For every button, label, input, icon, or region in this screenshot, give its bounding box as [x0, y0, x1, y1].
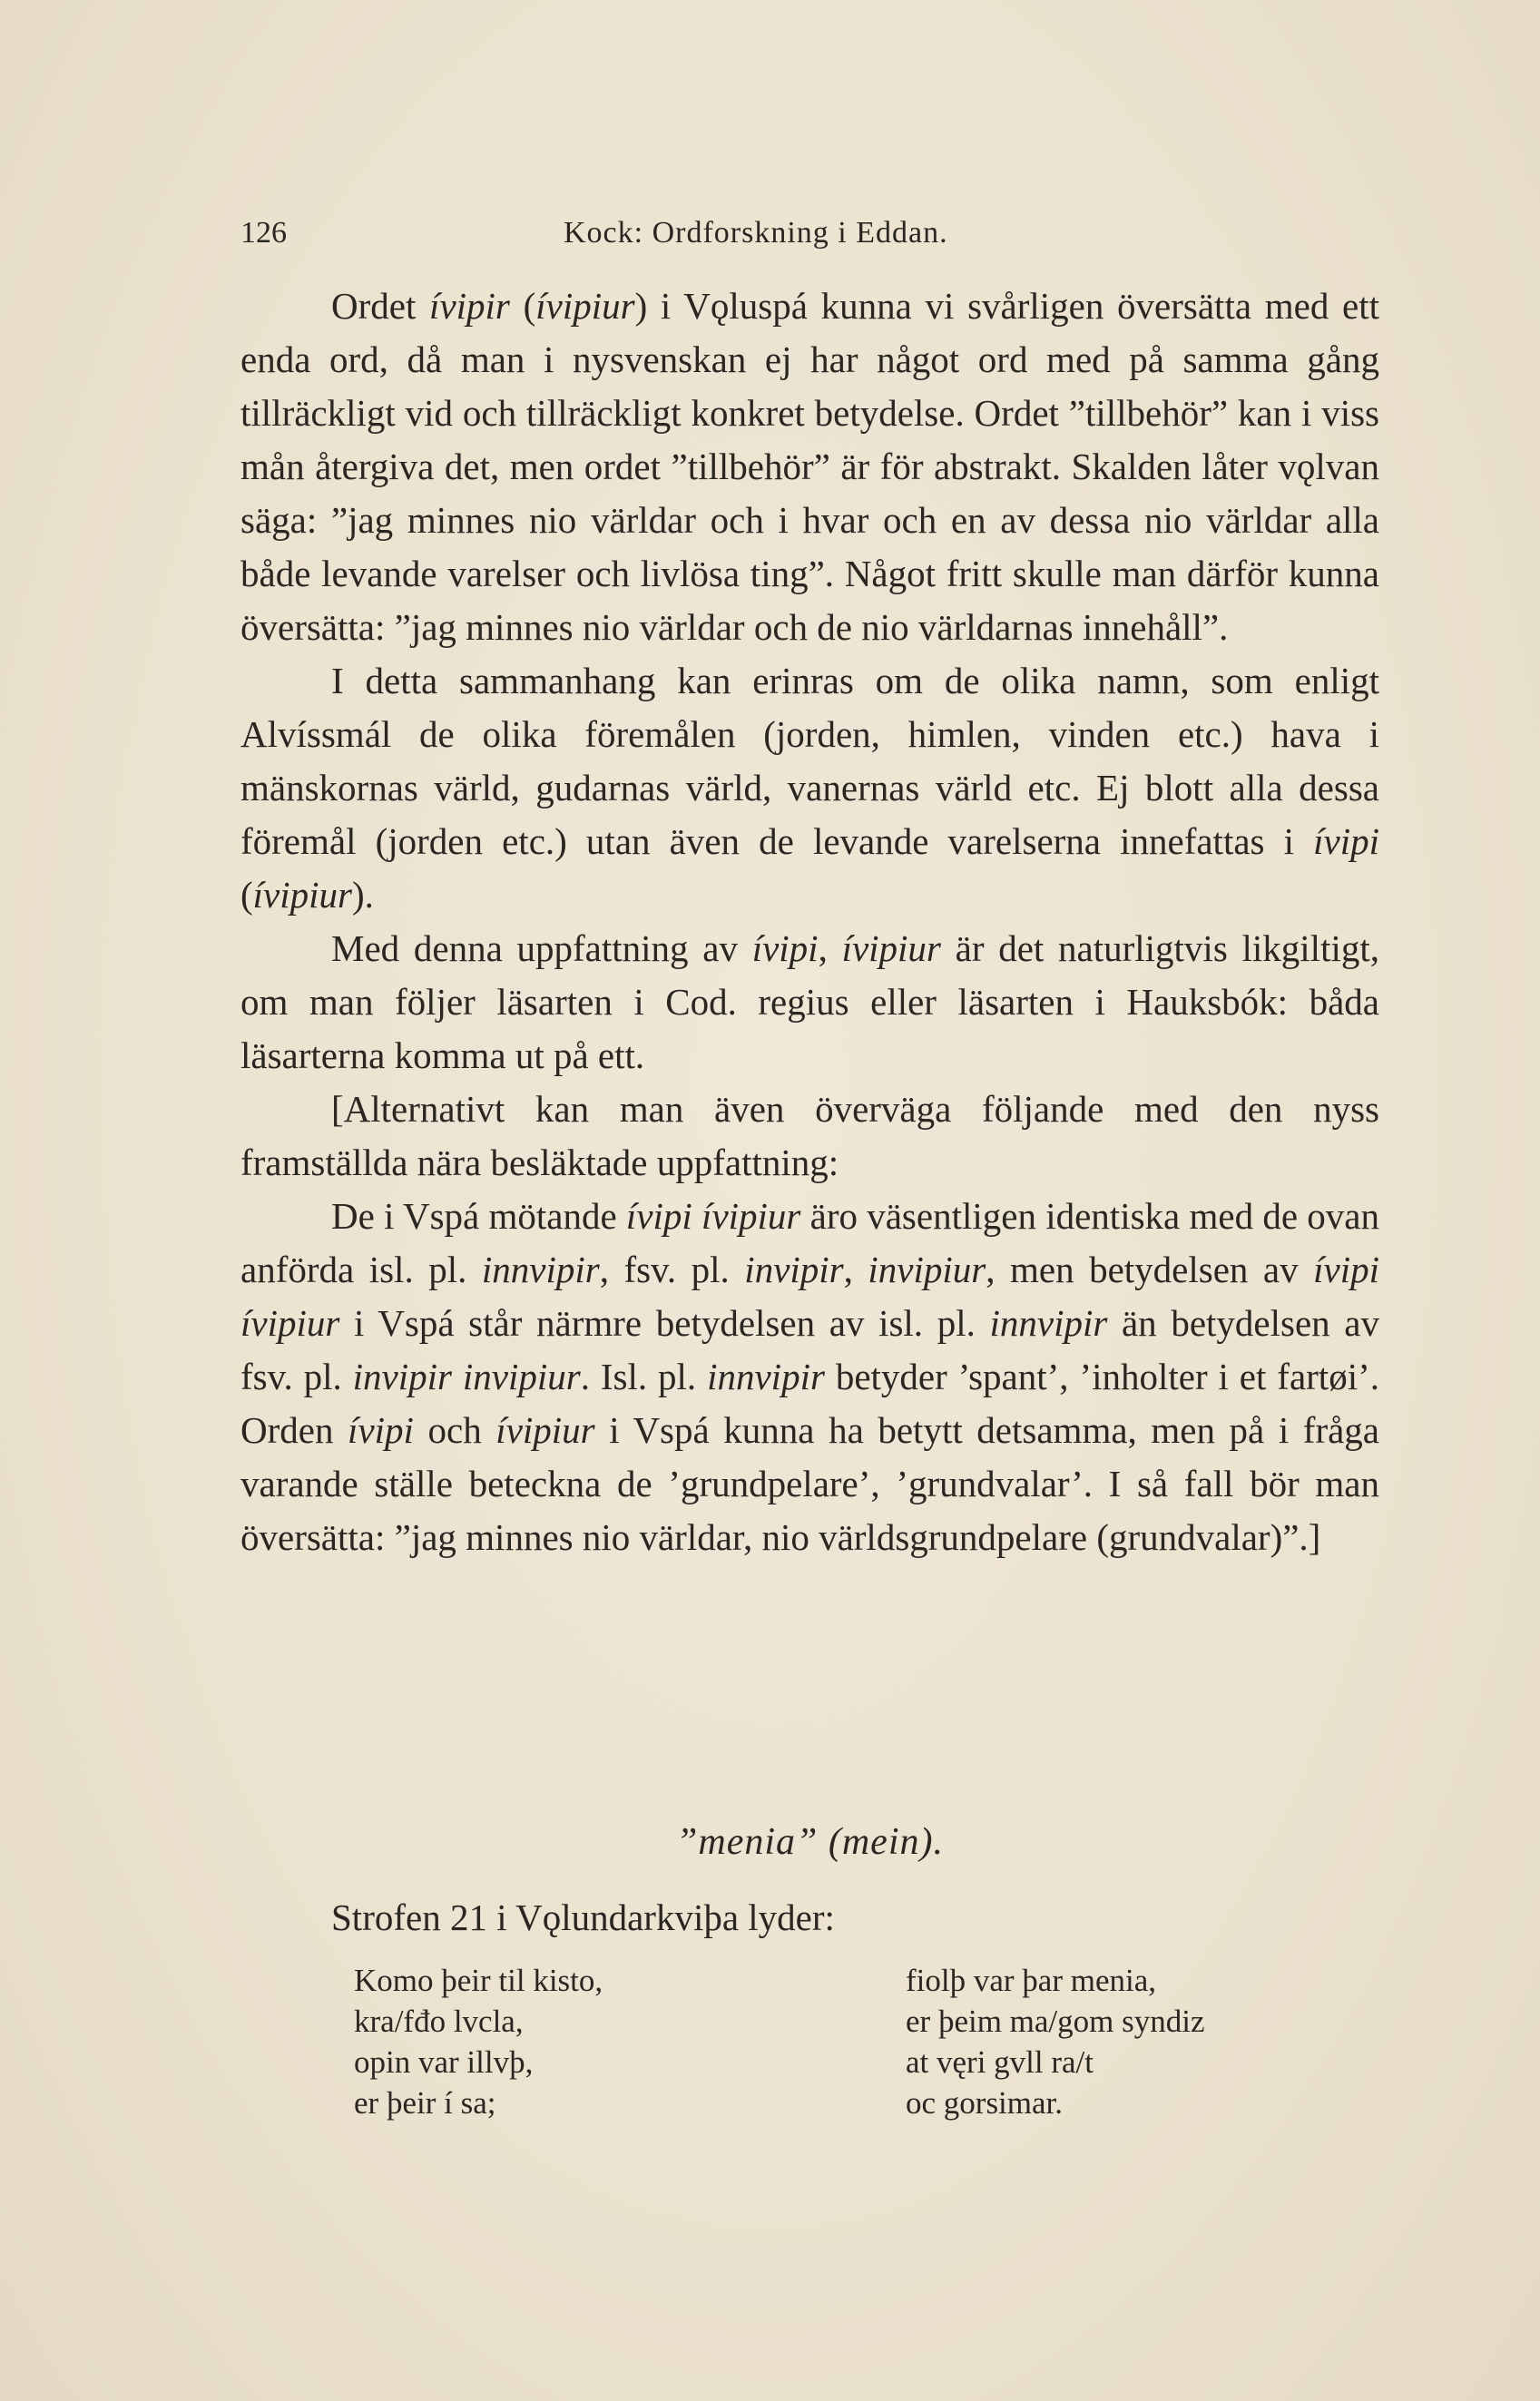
page-header: [240, 216, 1379, 261]
poem-line: fiolþ var þar menia,: [906, 1963, 1157, 1998]
italic-term: ívipi ívipiur: [240, 1249, 1379, 1344]
text-run: i Vspá kunna ha betytt detsamma, men på i fråga varande ställe beteckna de ’grundpelare’, ’grundvalar’. I så fall bör man översätta: ”jag minnes nio världar, nio världsgrundpelare (grundvalar)”.]: [240, 1409, 1379, 1558]
body-text: [240, 279, 1379, 1564]
italic-term: invipir invipiur: [352, 1356, 581, 1397]
italic-term: innvipir: [707, 1356, 825, 1397]
text-run: ,: [818, 927, 842, 969]
poem-line: at vęri gvll ra/t: [906, 2044, 1094, 2080]
page-number: 126: [240, 216, 287, 250]
text-run: och: [413, 1409, 496, 1451]
text-run: Med denna uppfattning av: [331, 927, 752, 969]
italic-term: ívipiur: [535, 285, 635, 327]
text-run: ,: [843, 1249, 868, 1290]
italic-term: ívipi ívipiur: [625, 1195, 801, 1237]
poem-left-column: [354, 1960, 603, 2123]
text-run: är det naturligtvis likgiltigt, om man följer läsarten i Cod. regius eller läsarten i Hauksbók: båda läsarterna komma ut på ett.: [240, 927, 1379, 1076]
italic-term: ívipiur: [841, 927, 941, 969]
paragraph: [240, 654, 1379, 922]
poem-line: er þeir í sa;: [354, 2085, 496, 2121]
text-run: , men betydelsen av: [986, 1249, 1314, 1290]
text-run: , fsv. pl.: [599, 1249, 745, 1290]
poem-line: Komo þeir til kisto,: [354, 1963, 603, 1998]
paragraph: [240, 279, 1379, 654]
italic-term: ívipi: [751, 927, 819, 969]
running-title: Kock: Ordforskning i Eddan.: [564, 216, 948, 250]
text-run: (: [509, 285, 536, 327]
text-run: . Isl. pl.: [580, 1356, 708, 1397]
text-run: Ordet: [331, 285, 430, 327]
poem-right-column: [906, 1960, 1205, 2123]
section-heading: ”menia” (mein).: [676, 1821, 944, 1863]
text-run: i Vspá står närmre betydelsen av isl. pl.: [339, 1302, 990, 1344]
text-run: betyder ’spant’, ’inholter i et fartøi’. Orden: [240, 1356, 1379, 1451]
text-run: ) i Vǫluspá kunna vi svårligen översätta med ett enda ord, då man i nysvenskan ej har något ord med på samma gång tillräckligt vid och tillräckligt konkret betydelse. Ordet ”tillbehör” kan i viss mån återgiva det, men ordet ”tillbehör” är för abstrakt. Skalden låter vǫlvan säga: ”jag minnes nio världar och i hvar och en av dessa nio världar alla både levande varelser och livlösa ting”. Något fritt skulle man därför kunna översätta: ”jag minnes nio världar och de nio världarnas innehåll”.: [240, 285, 1379, 648]
italic-term: ívipir: [429, 285, 510, 327]
italic-term: ívipiur: [495, 1409, 595, 1451]
paragraph: [240, 1083, 1379, 1190]
text-run: [Alternativt kan man även överväga följande med den nyss framställda nära besläktade uppfattning:: [240, 1088, 1379, 1183]
text-run: än betydelsen av fsv. pl.: [240, 1302, 1379, 1397]
paragraph: [240, 922, 1379, 1083]
italic-term: ívipi: [348, 1409, 414, 1451]
italic-term: invipiur: [868, 1249, 986, 1290]
paragraph: [240, 1190, 1379, 1564]
poem-line: oc gorsimar.: [906, 2085, 1064, 2121]
italic-term: innvipir: [481, 1249, 600, 1290]
italic-term: innvipir: [989, 1302, 1108, 1344]
poem-line: er þeim ma/gom syndiz: [906, 2004, 1205, 2039]
text-run: De i Vspá mötande: [331, 1195, 626, 1237]
text-run: I detta sammanhang kan erinras om de olika namn, som enligt Alvíssmál de olika föremålen (jorden, himlen, vinden etc.) hava i mänskornas värld, gudarnas värld, vanernas värld etc. Ej blott alla dessa föremål (jorden etc.) utan även de levande varelserna innefattas i: [240, 660, 1379, 862]
poem-line: kra/fđo lvcla,: [354, 2004, 524, 2039]
text-run: äro väsentligen identiska med de ovan anförda isl. pl.: [240, 1195, 1379, 1290]
strofe-intro: Strofen 21 i Vǫlundarkviþa lyder:: [331, 1896, 835, 1938]
italic-term: ívipiur: [252, 874, 352, 916]
italic-term: invipir: [744, 1249, 844, 1290]
poem-line: opin var illvþ,: [354, 2044, 534, 2080]
italic-term: ívipi: [1313, 820, 1379, 862]
text-run: ).: [351, 874, 374, 916]
text-run: (: [240, 874, 253, 916]
